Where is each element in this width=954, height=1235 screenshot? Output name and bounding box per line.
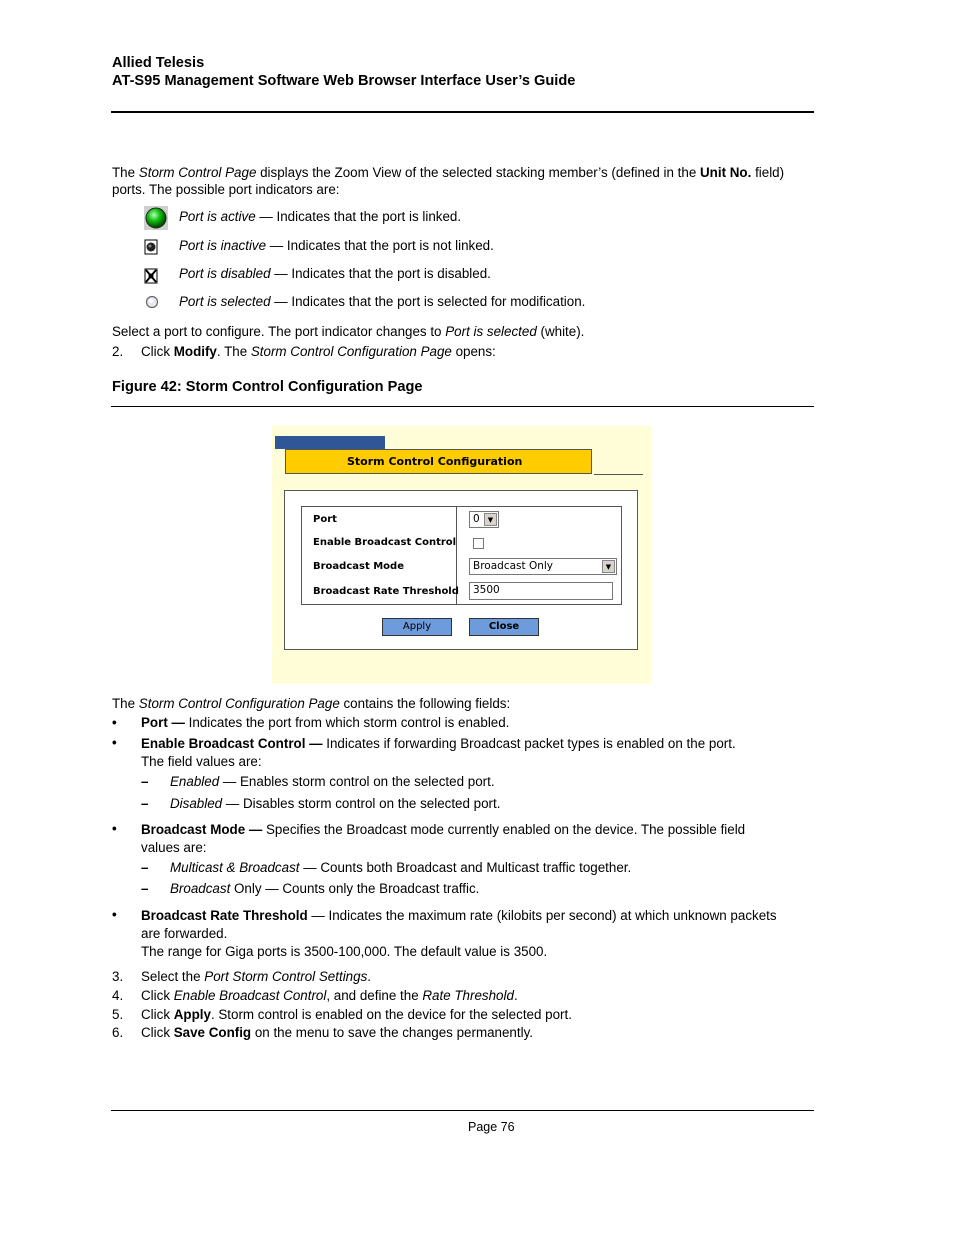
step-number: 5. [112,1007,124,1022]
dash: – [141,881,149,896]
bullet: • [112,715,117,730]
select-port-paragraph: Select a port to configure. The port indicator changes to Port is selected (white). [112,324,585,339]
figure-rule [111,406,814,407]
step-number: 4. [112,988,124,1003]
config-table [301,506,622,605]
bullet-broadcast-mode: Broadcast Mode — Specifies the Broadcast mode currently enabled on the device. The possible field values are: [141,822,746,855]
apply-button[interactable]: Apply [382,618,452,636]
bullet-enable-broadcast: Enable Broadcast Control — Indicates if forwarding Broadcast packet types is enabled on the port. The field values are: [141,736,736,769]
port-selected-icon [144,295,160,309]
step-4-text: Click Enable Broadcast Control, and define the Rate Threshold. [141,988,518,1003]
sub-broadcast-only: Broadcast Only — Counts only the Broadcast traffic. [170,881,480,896]
broadcast-mode-select[interactable] [469,558,617,575]
indicator-disabled: Port is disabled — Indicates that the port is disabled. [179,266,491,281]
enable-broadcast-checkbox[interactable] [473,538,484,549]
step-number: 6. [112,1025,124,1040]
indicator-inactive: Port is inactive — Indicates that the port is not linked. [179,238,494,253]
indicator-active: Port is active — Indicates that the port is linked. [179,209,462,224]
step-5-text: Click Apply. Storm control is enabled on the device for the selected port. [141,1007,572,1022]
footer-rule [111,1110,814,1111]
bullet-rate-threshold: Broadcast Rate Threshold — Indicates the maximum rate (kilobits per second) at which unknown packets are forwarded. [141,908,777,941]
intro-paragraph: The Storm Control Page displays the Zoom View of the selected stacking member’s (defined in the Unit No. field) ports. The possible port indicators are: [112,165,785,197]
fields-intro: The Storm Control Configuration Page contains the following fields: [112,696,511,711]
sub-multicast-broadcast: Multicast & Broadcast — Counts both Broadcast and Multicast traffic together. [170,860,632,875]
port-active-icon [144,206,168,230]
broadcast-mode-value: Broadcast Only [473,560,553,572]
dash: – [141,860,149,875]
company-name: Allied Telesis [112,55,205,71]
dash: – [141,796,149,811]
broadcast-threshold-value: 3500 [473,584,500,596]
chevron-down-icon: ▼ [484,513,497,526]
dash: – [141,774,149,789]
storm-control-figure [272,426,651,684]
enable-broadcast-label: Enable Broadcast Control [313,537,457,548]
port-label: Port [313,514,337,525]
broadcast-threshold-input[interactable] [469,582,613,600]
port-inactive-icon [144,239,158,255]
threshold-range-note: The range for Giga ports is 3500-100,000. The default value is 3500. [141,944,548,959]
bullet: • [112,821,117,836]
header-rule [111,111,814,113]
close-button[interactable]: Close [469,618,539,636]
bullet-port: Port — Indicates the port from which storm control is enabled. [141,715,510,730]
bullet: • [112,907,117,922]
step-3-text: Select the Port Storm Control Settings. [141,969,371,984]
port-disabled-icon [144,268,158,284]
step-number: 3. [112,969,124,984]
bullet: • [112,735,117,750]
step-2-text: Click Modify. The Storm Control Configuration Page opens: [141,344,496,359]
sub-disabled: Disabled — Disables storm control on the selected port. [170,796,501,811]
broadcast-mode-label: Broadcast Mode [313,561,404,572]
tab-storm-control-configuration[interactable]: Storm Control Configuration [285,449,592,474]
page-number: Page 76 [468,1120,515,1134]
broadcast-threshold-label: Broadcast Rate Threshold [313,586,459,597]
step-6-text: Click Save Config on the menu to save the changes permanently. [141,1025,534,1040]
chevron-down-icon: ▼ [602,560,615,573]
config-panel [284,490,638,650]
indicator-selected: Port is selected — Indicates that the port is selected for modification. [179,294,586,309]
sub-enabled: Enabled — Enables storm control on the selected port. [170,774,495,789]
guide-title: AT-S95 Management Software Web Browser Interface User’s Guide [112,73,576,89]
tab-header-bar [275,436,385,449]
step-number: 2. [112,344,124,359]
tab-underline [594,474,643,475]
figure-caption: Figure 42: Storm Control Configuration Page [112,379,423,395]
port-select-value: 0 [473,513,480,525]
port-select[interactable] [469,511,499,528]
